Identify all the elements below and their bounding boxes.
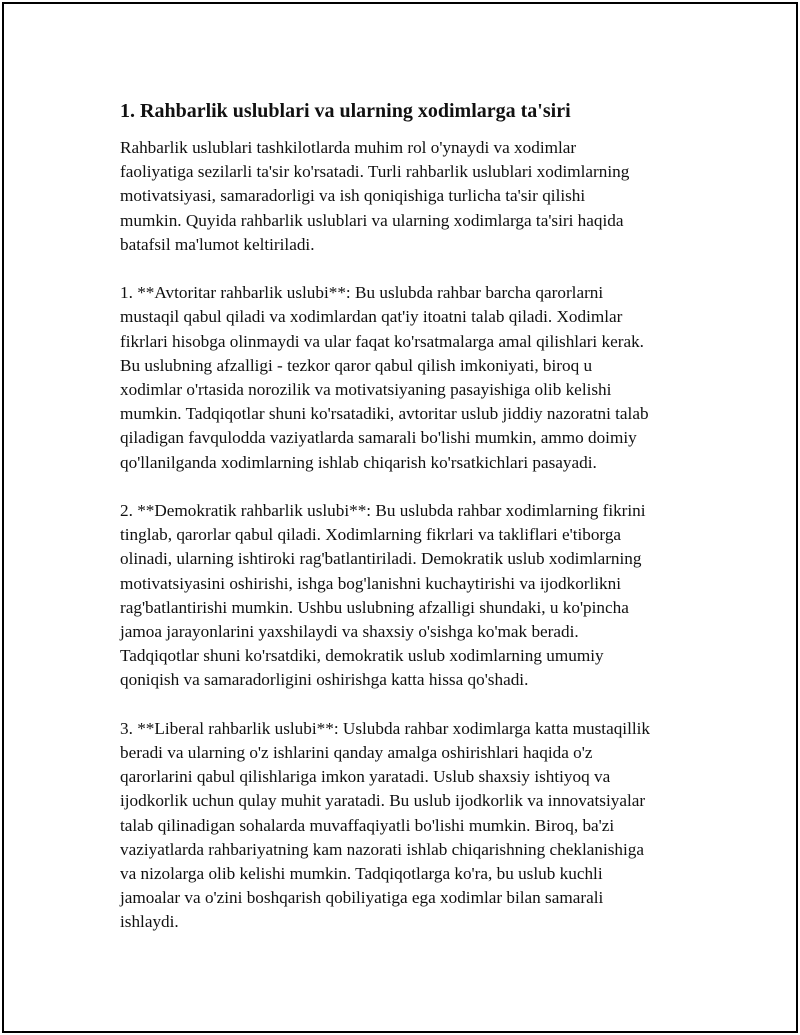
text-line: qarorlarini qabul qilishlariga imkon yaratadi. Uslub shaxsiy ishtiyoq va [120,767,611,787]
text-line: motivatsiyasini oshirishi, ishga bog'lanishni kuchaytirishi va ijodkorlikni [120,573,622,593]
text-line: fikrlari hisobga olinmaydi va ular faqat ko'rsatmalarga amal qilishlari kerak. [120,331,644,351]
text-line: vaziyatlarda rahbariyatning kam nazorati ishlab chiqarishning cheklanishiga [120,839,645,859]
paragraph-intro [120,136,700,257]
text-line: Tadqiqotlar shuni ko'rsatdiki, demokratik uslub xodimlarning umumiy [120,646,604,666]
text-line: xodimlar o'rtasida norozilik va motivatsiyaning pasayishiga olib kelishi [120,380,612,400]
text-line: mumkin. Tadqiqotlar shuni ko'rsatadiki, avtoritar uslub jiddiy nazoratni talab [120,404,649,424]
text-line: beradi va ularning o'z ishlarini qanday amalga oshirishlari haqida o'z [120,743,593,763]
text-line: qo'llanilganda xodimlarning ishlab chiqarish ko'rsatkichlari pasayadi. [120,452,597,472]
text-line: Bu uslubning afzalligi - tezkor qaror qabul qilish imkoniyati, biroq u [120,355,593,375]
text-line: talab qilinadigan sohalarda muvaffaqiyatli bo'lishi mumkin. Biroq, ba'zi [120,815,615,835]
text-line: ijodkorlik uchun qulay muhit yaratadi. Bu uslub ijodkorlik va innovatsiyalar [120,791,646,811]
text-line: ishlaydi. [120,912,179,932]
page-frame [2,2,798,1033]
text-line: mustaqil qabul qiladi va xodimlardan qat'iy itoatni talab qiladi. Xodimlar [120,307,623,327]
text-line: va nizolarga olib kelishi mumkin. Tadqiqotlarga ko'ra, bu uslub kuchli [120,864,603,884]
text-line: 1. **Avtoritar rahbarlik uslubi**: Bu uslubda rahbar barcha qarorlarni [120,283,604,303]
paragraph-democratic [120,499,700,693]
text-line: jamoa jarayonlarini yaxshilaydi va shaxsiy o'sishga ko'mak beradi. [120,622,579,642]
text-line: batafsil ma'lumot keltiriladi. [120,234,315,254]
text-line: qiladigan favqulodda vaziyatlarda samarali bo'lishi mumkin, ammo doimiy [120,428,637,448]
text-line: rag'batlantirishi mumkin. Ushbu uslubning afzalligi shundaki, u ko'pincha [120,597,629,617]
document-title: 1. Rahbarlik uslublari va ularning xodimlarga ta'siri [120,100,571,122]
text-line: faoliyatiga sezilarli ta'sir ko'rsatadi. Turli rahbarlik uslublari xodimlarning [120,162,630,182]
text-line: jamoalar va o'zini boshqarish qobiliyatiga ega xodimlar bilan samarali [120,888,604,908]
text-line: qoniqish va samaradorligini oshirishga katta hissa qo'shadi. [120,670,529,690]
text-line: 2. **Demokratik rahbarlik uslubi**: Bu uslubda rahbar xodimlarning fikrini [120,501,646,521]
text-line: 3. **Liberal rahbarlik uslubi**: Uslubda rahbar xodimlarga katta mustaqillik [120,718,650,738]
text-line: Rahbarlik uslublari tashkilotlarda muhim rol o'ynaydi va xodimlar [120,138,577,157]
paragraph-authoritarian [120,281,700,475]
text-line: mumkin. Quyida rahbarlik uslublari va ularning xodimlarga ta'siri haqida [120,210,624,230]
document-body [120,98,700,959]
text-line: motivatsiyasi, samaradorligi va ish qoniqishiga turlicha ta'sir qilishi [120,186,586,206]
text-line: olinadi, ularning ishtiroki rag'batlantiriladi. Demokratik uslub xodimlarning [120,549,642,569]
text-line: tinglab, qarorlar qabul qiladi. Xodimlarning fikrlari va takliflari e'tiborga [120,525,622,545]
paragraph-liberal [120,717,700,935]
